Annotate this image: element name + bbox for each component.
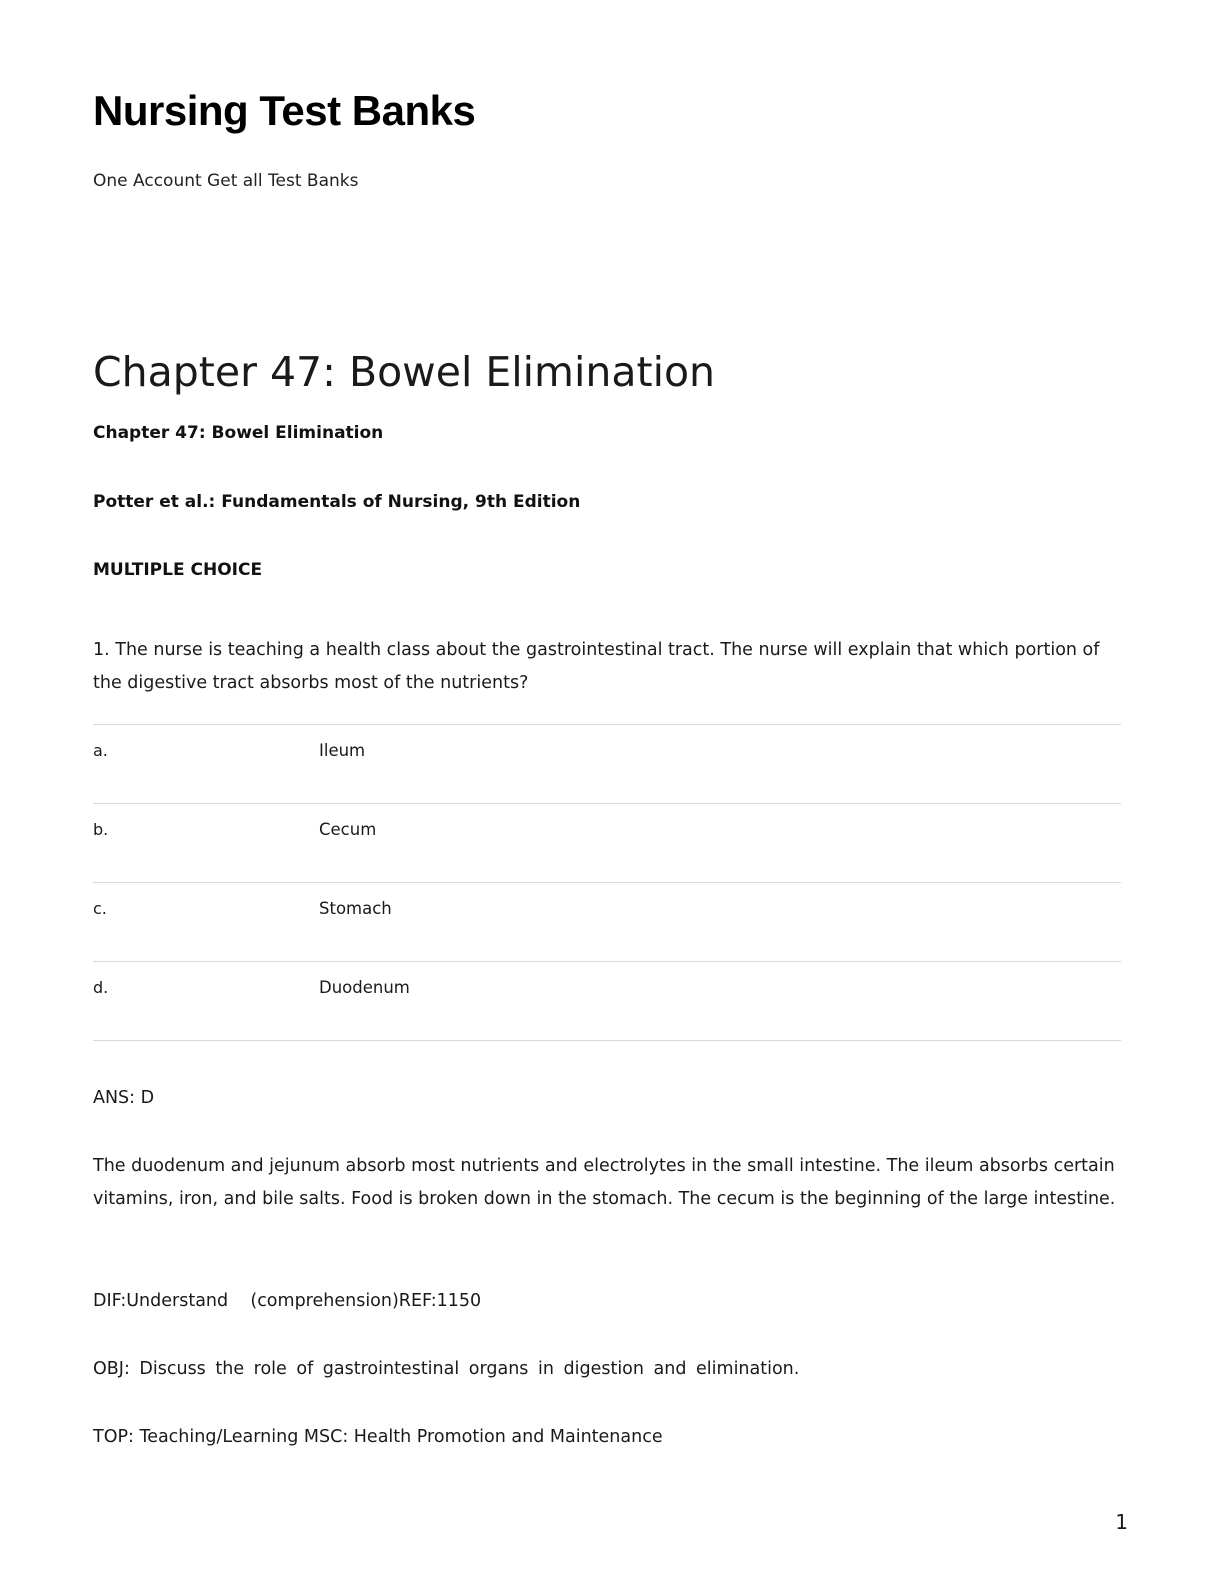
- answer-key: ANS: D: [93, 1088, 155, 1108]
- option-text: Stomach: [319, 899, 392, 918]
- option-row-a: [93, 725, 1121, 804]
- answer-options-table: [93, 724, 1121, 1041]
- option-row-b: [93, 804, 1121, 883]
- option-text: Duodenum: [319, 978, 410, 997]
- difficulty-reference: DIF:Understand (comprehension)REF:1150: [93, 1291, 482, 1311]
- option-letter: b.: [93, 820, 109, 839]
- option-letter: a.: [93, 741, 108, 760]
- option-text: Cecum: [319, 820, 377, 839]
- site-title: Nursing Test Banks: [93, 87, 476, 134]
- question-text: 1. The nurse is teaching a health class about the gastrointestinal tract. The nurse will explain that which portion of the digestive tract absorbs most of the nutrients?: [93, 640, 1100, 693]
- site-tagline: One Account Get all Test Banks: [93, 171, 359, 191]
- option-row-c: [93, 883, 1121, 962]
- option-letter: d.: [93, 978, 109, 997]
- rationale-text: The duodenum and jejunum absorb most nutrients and electrolytes in the small intestine. The ileum absorbs certain vitamins, iron, and bile salts. Food is broken down in the stomach. The cecum is the beginning of the large intestine.: [93, 1156, 1116, 1209]
- book-reference: Potter et al.: Fundamentals of Nursing, 9th Edition: [93, 492, 581, 512]
- page-number: 1: [1115, 1510, 1128, 1534]
- objective: OBJ: Discuss the role of gastrointestinal organs in digestion and elimination.: [93, 1359, 800, 1379]
- option-letter: c.: [93, 899, 107, 918]
- option-row-d: [93, 962, 1121, 1041]
- section-label: MULTIPLE CHOICE: [93, 560, 263, 580]
- chapter-subheading: Chapter 47: Bowel Elimination: [93, 423, 384, 443]
- chapter-heading: Chapter 47: Bowel Elimination: [93, 348, 716, 396]
- topic-msc: TOP: Teaching/Learning MSC: Health Promotion and Maintenance: [93, 1427, 663, 1447]
- option-text: Ileum: [319, 741, 366, 760]
